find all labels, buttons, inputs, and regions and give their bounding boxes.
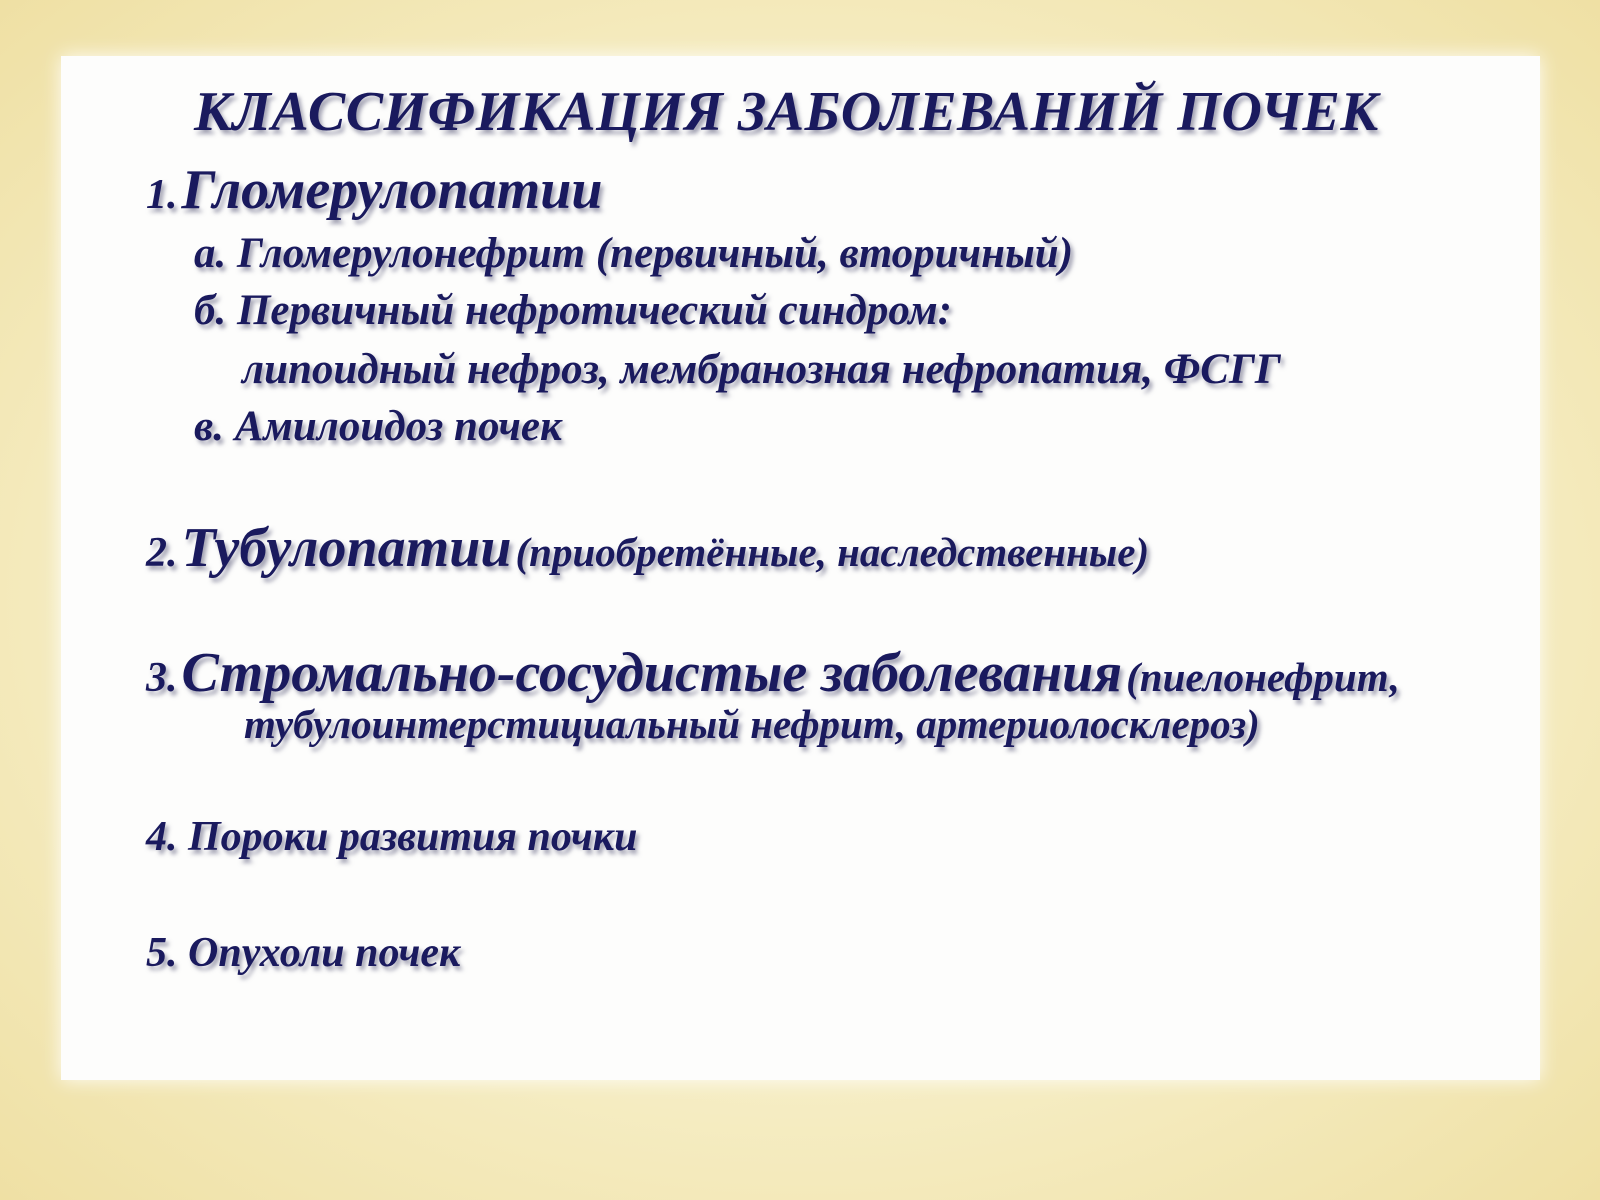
item-3-heading: Стромально-сосудистые заболевания [181,642,1123,704]
slide [61,56,1540,1080]
slide-title: КЛАССИФИКАЦИЯ ЗАБОЛЕВАНИЙ ПОЧЕК [194,81,1379,143]
item-1-heading: Гломерулопатии [181,159,603,221]
item-1-sub-a: а. Гломерулонефрит (первичный, вторичный) [194,230,1074,277]
item-4: 4. Пороки развития почки [146,814,638,860]
item-3 [146,641,1400,705]
item-2-note: (приобретённые, наследственные) [515,529,1150,575]
item-2-heading: Тубулопатии [181,517,512,579]
item-2 [146,516,1149,580]
item-2-number: 2. [146,530,178,576]
item-1 [146,158,603,222]
item-3-note: (пиелонефрит, [1126,654,1400,700]
item-1-number: 1. [146,172,178,218]
item-3-continuation: тубулоинтерстициальный нефрит, артериолосклероз) [244,701,1260,747]
item-3-number: 3. [146,655,178,701]
item-5: 5. Опухоли почек [146,930,461,976]
item-1-sub-b-detail: липоидный нефроз, мембранозная нефропатия, ФСГГ [242,346,1281,393]
item-1-sub-c: в. Амилоидоз почек [194,403,562,450]
item-1-sub-b: б. Первичный нефротический синдром: [194,287,952,334]
